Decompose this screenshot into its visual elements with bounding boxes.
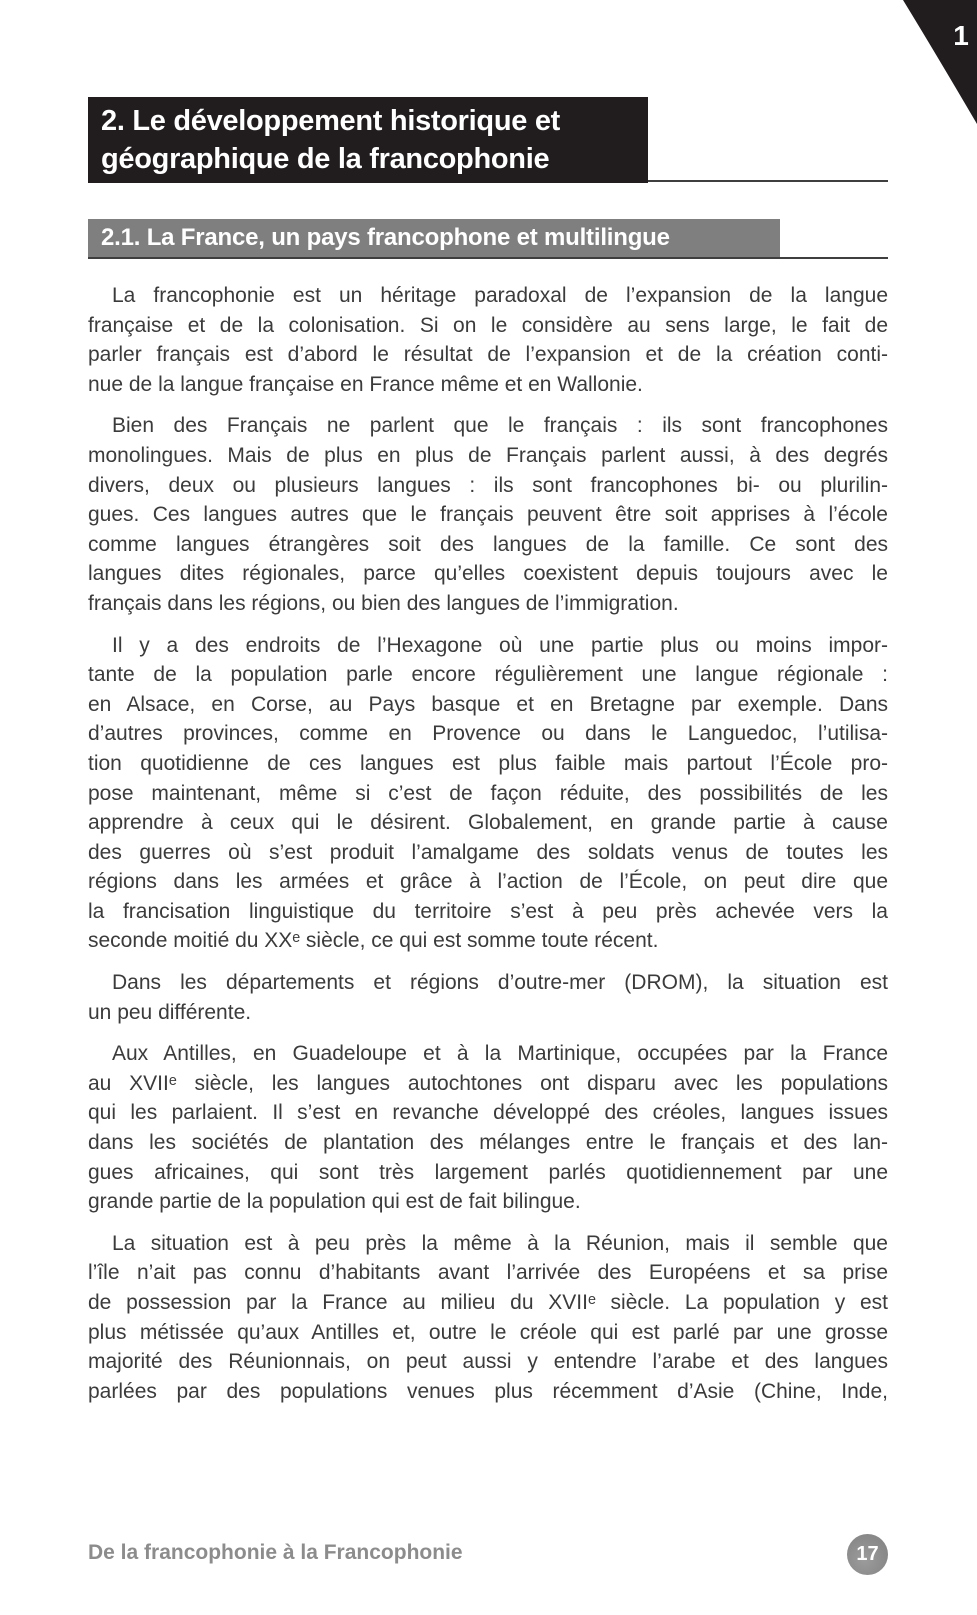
text-line: majorité des Réunionnais, on peut aussi y entendre l’arabe et des langues bbox=[88, 1350, 888, 1374]
text-line: monolingues. Mais de plus en plus de Français parlent aussi, à des degrés bbox=[88, 443, 888, 467]
text-line: tion quotidienne de ces langues est plus faible mais partout l’École pro- bbox=[88, 751, 888, 775]
text-line: tante de la population parle encore régulièrement une langue régionale : bbox=[88, 663, 888, 687]
paragraph bbox=[88, 281, 888, 399]
text-line: pose maintenant, même si c’est de façon réduite, des possibilités de les bbox=[88, 781, 888, 805]
text-line: régions dans les armées et grâce à l’action de l’École, on peut dire que bbox=[88, 870, 888, 894]
paragraph bbox=[88, 631, 888, 957]
text-line: la francisation linguistique du territoire s’est à peu près achevée vers la bbox=[88, 899, 888, 923]
text-line: Il y a des endroits de l’Hexagone où une partie plus ou moins impor- bbox=[112, 633, 888, 657]
text-line: La situation est à peu près la même à la Réunion, mais il semble que bbox=[112, 1231, 888, 1255]
text-line: nue de la langue française en France même et en Wallonie. bbox=[88, 372, 643, 396]
text-line: seconde moitié du XXᵉ siècle, ce qui est somme toute récent. bbox=[88, 929, 659, 953]
text-line: de possession par la France au milieu du XVIIᵉ siècle. La population y est bbox=[88, 1291, 888, 1314]
paragraph bbox=[88, 1039, 888, 1217]
text-line: l’île n’ait pas connu d’habitants avant l’arrivée des Européens et sa prise bbox=[88, 1261, 888, 1285]
text-line: qui les parlaient. Il s’est en revanche développé des créoles, langues issues bbox=[88, 1101, 888, 1125]
text-line: plus métissée qu’aux Antilles et, outre le créole qui est parlé par une grosse bbox=[88, 1320, 888, 1344]
text-line: grande partie de la population qui est de fait bilingue. bbox=[88, 1190, 581, 1214]
text-line: La francophonie est un héritage paradoxal de l’expansion de la langue bbox=[112, 284, 888, 307]
text-line: au XVIIᵉ siècle, les langues autochtones ont disparu avec les populations bbox=[88, 1071, 888, 1095]
body-text-column bbox=[88, 281, 888, 1418]
text-line: un peu différente. bbox=[88, 1000, 252, 1024]
footer-book-title: De la francophonie à la Francophonie bbox=[88, 1541, 463, 1564]
text-line: comme langues étrangères soit des langues de la famille. Ce sont des bbox=[88, 532, 888, 556]
page-number: 17 bbox=[856, 1543, 879, 1565]
text-line: en Alsace, en Corse, au Pays basque et en Bretagne par exemple. Dans bbox=[88, 692, 888, 716]
text-line: apprendre à ceux qui le désirent. Globalement, en grande partie à cause bbox=[88, 811, 888, 835]
paragraph bbox=[88, 411, 888, 618]
text-line: parler français est d’abord le résultat de l’expansion et de la création conti- bbox=[88, 343, 888, 367]
text-line: française et de la colonisation. Si on le considère au sens large, le fait de bbox=[88, 313, 888, 337]
text-line: des guerres où s’est produit l’amalgame des soldats venus de toutes les bbox=[88, 840, 888, 864]
text-line: divers, deux ou plusieurs langues : ils sont francophones bi- ou plurilin- bbox=[88, 473, 888, 497]
section-heading-rule bbox=[88, 257, 888, 259]
paragraph bbox=[88, 968, 888, 1027]
corner-tab-number: 1 bbox=[953, 20, 969, 51]
paragraph bbox=[88, 1229, 888, 1407]
text-line: Aux Antilles, en Guadeloupe et à la Martinique, occupées par la France bbox=[112, 1042, 888, 1066]
text-line: parlées par des populations venues plus récemment d’Asie (Chine, Inde, bbox=[88, 1379, 888, 1403]
text-line: langues dites régionales, parce qu’elles coexistent depuis toujours avec le bbox=[88, 562, 888, 586]
text-line: dans les sociétés de plantation des mélanges entre le français et des lan- bbox=[88, 1131, 888, 1155]
page-number-bubble bbox=[847, 1534, 888, 1575]
text-line: gues africaines, qui sont très largement parlés quotidiennement par une bbox=[88, 1160, 888, 1184]
text-line: Dans les départements et régions d’outre-mer (DROM), la situation est bbox=[112, 971, 888, 995]
chapter-heading-line1: 2. Le développement historique et bbox=[101, 105, 561, 137]
text-line: d’autres provinces, comme en Provence ou dans le Languedoc, l’utilisa- bbox=[88, 722, 888, 746]
section-heading-banner: 2.1. La France, un pays francophone et multilingue bbox=[88, 219, 780, 257]
chapter-heading-rule bbox=[648, 180, 888, 182]
text-line: gues. Ces langues autres que le français peuvent être soit apprises à l’école bbox=[88, 503, 888, 527]
corner-tab-shape bbox=[896, 0, 977, 126]
chapter-heading-line2: géographique de la francophonie bbox=[101, 143, 550, 175]
chapter-heading-banner bbox=[88, 97, 648, 183]
text-line: Bien des Français ne parlent que le français : ils sont francophones bbox=[112, 414, 888, 438]
text-line: français dans les régions, ou bien des langues de l’immigration. bbox=[88, 591, 679, 615]
